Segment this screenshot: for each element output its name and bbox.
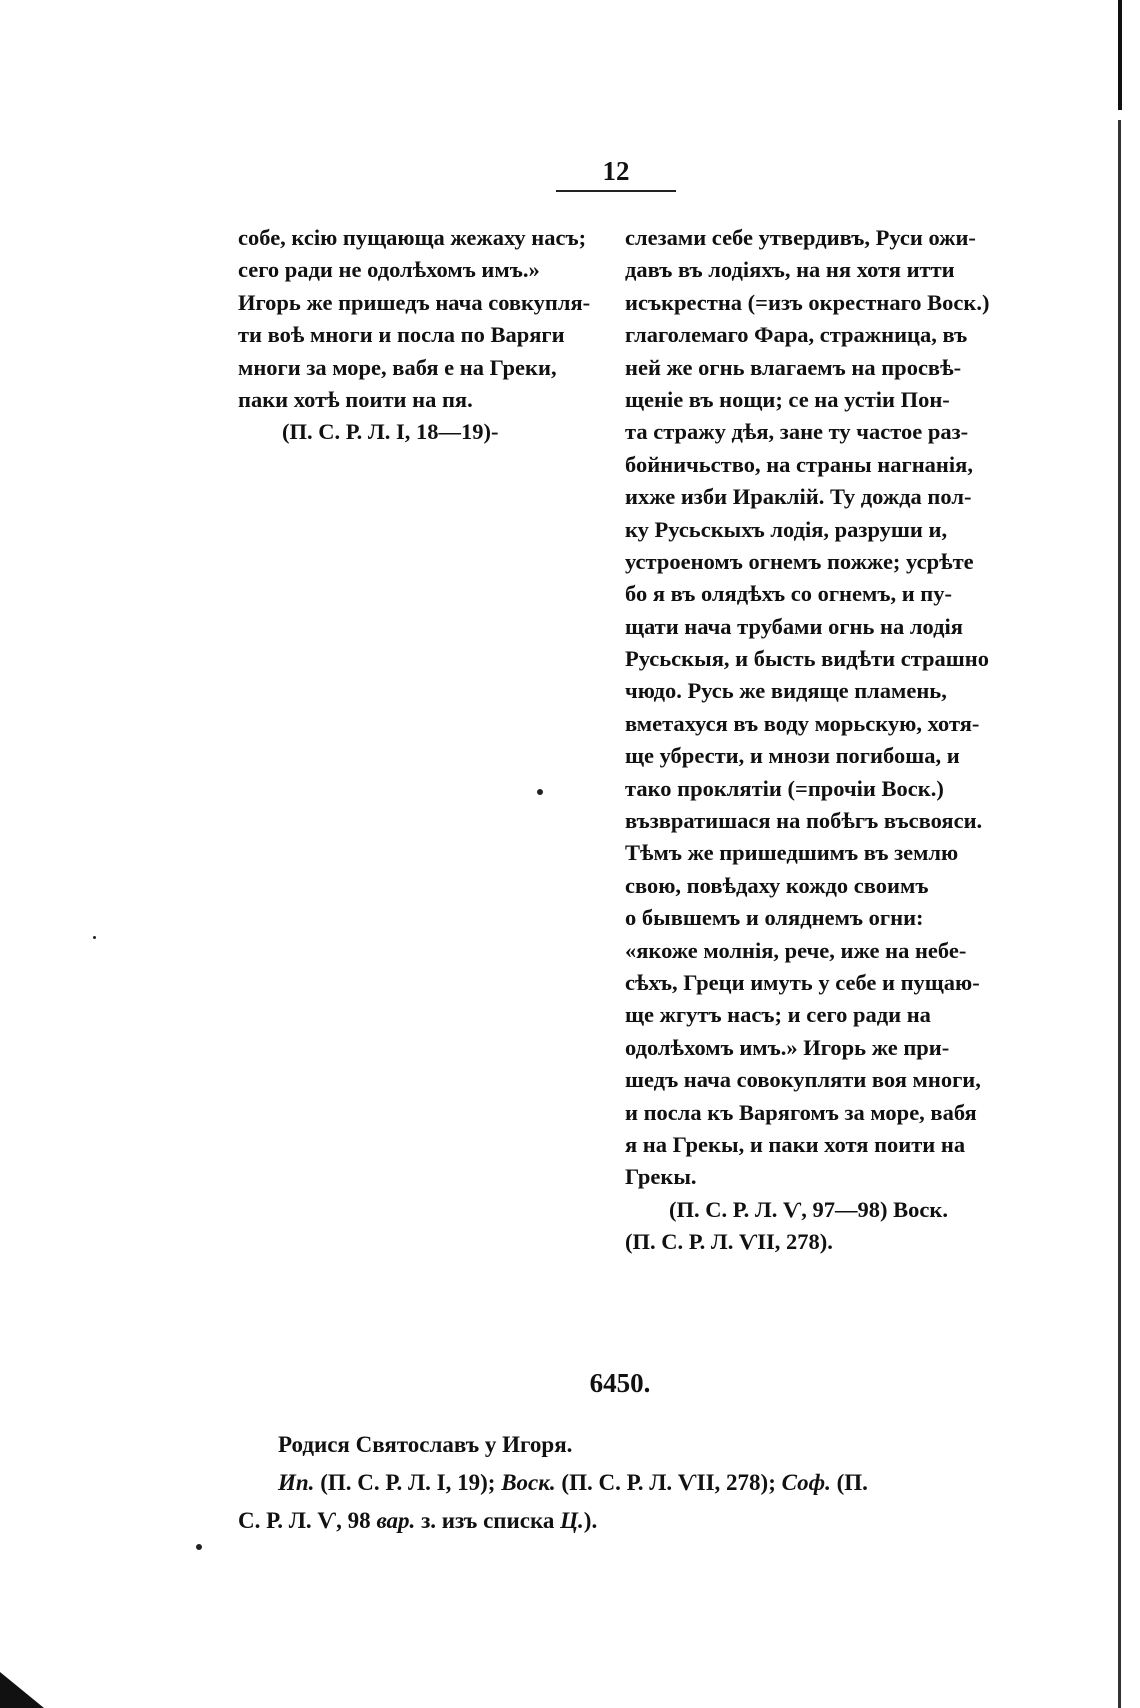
text-line: сѣхъ, Греци имуть у себе и пущаю- (625, 969, 980, 995)
text-line: слезами себе утвердивъ, Руси ожи- (625, 225, 976, 250)
page-number: 12 (602, 156, 630, 186)
text-line: вметахуся въ воду морьскую, хотя- (625, 710, 980, 736)
text-line: устроеномъ огнемъ пожже; усрѣте (625, 548, 974, 574)
text-line: сего ради не одолѣхомъ имъ.» (238, 257, 540, 283)
source-ref: (П. С. Р. Л. I, 19); (314, 1470, 502, 1495)
text-line: ще убрести, и мнози погибоша, и (625, 743, 960, 769)
text-line: о бывшемъ и оляднемъ огни: (625, 905, 924, 931)
text-line: паки хотѣ поити на пя. (238, 386, 473, 412)
text-line: Тѣмъ же пришедшимъ въ землю (625, 840, 959, 866)
text-line: ихже изби Ираклій. Ту дожда пол- (625, 484, 972, 510)
text-line: бойничьство, на страны нагнанія, (625, 451, 973, 477)
text-line: я на Грекы, и паки хотя поити на (625, 1131, 966, 1157)
text-line: ти воѣ многи и посла по Варяги (238, 322, 565, 348)
source-abbrev: Воск. (501, 1470, 556, 1495)
source-ref: (П. (830, 1470, 868, 1495)
text-line: тако проклятіи (=прочіи Воск.) (625, 775, 944, 801)
speck-mark (196, 1544, 202, 1550)
text-line: и посла къ Варягомъ за море, вабя (625, 1099, 977, 1125)
page-number-rule (556, 190, 676, 192)
text-line: исъкрестна (=изъ окрестнаго Воск.) (625, 289, 990, 315)
text-line: чюдо. Русь же видяще пламень, (625, 678, 947, 704)
text-line: ней же огнь влагаемъ на просвѣ- (625, 354, 962, 380)
sources-line (238, 1470, 1038, 1496)
speck-mark (537, 789, 543, 795)
text-line: ще жгутъ насъ; и сего ради на (625, 1002, 931, 1028)
source-ref: ). (583, 1508, 598, 1533)
year-heading: 6450. (589, 1368, 651, 1398)
corner-mark (0, 1672, 44, 1708)
text-line: многи за море, вабя е на Греки, (238, 354, 557, 380)
text-line: одолѣхомъ имъ.» Игорь же при- (625, 1034, 950, 1060)
text-line: собе, ксію пущающа жежаху насъ; (238, 225, 587, 250)
text-line: щеніе въ нощи; се на устіи Пон- (625, 386, 950, 412)
variant-abbrev: вар. (376, 1508, 416, 1533)
right-citation: (П. С. Р. Л. ѴII, 278). (625, 1229, 833, 1255)
source-ref: С. Р. Л. Ѵ, 98 (238, 1508, 377, 1533)
sources-line (238, 1508, 998, 1534)
text-line: бо я въ олядѣхъ со огнемъ, и пу- (625, 581, 952, 607)
left-citation: (П. С. Р. Л. I, 18—19)- (282, 419, 499, 445)
right-citation: (П. С. Р. Л. Ѵ, 97—98) Воск. (669, 1196, 948, 1222)
left-column (238, 222, 600, 449)
source-abbrev: Ип. (278, 1470, 315, 1495)
text-line: «якоже молнія, рече, иже на небе- (625, 937, 967, 963)
text-line: Игорь же пришедъ нача совкупля- (238, 289, 591, 315)
source-ref: з. изъ списка (415, 1508, 561, 1533)
list-abbrev: Ц. (560, 1508, 584, 1533)
text-line: възвратишася на побѣгъ въсвояси. (625, 808, 983, 834)
text-line: Русьскыя, и бысть видѣти страшно (625, 646, 990, 672)
page-edge-line (1118, 0, 1122, 110)
text-line: ку Русьскыхъ лодія, разруши и, (625, 516, 948, 542)
text-line: та стражу дѣя, зане ту частое раз- (625, 419, 969, 445)
right-column (625, 222, 993, 1259)
text-line: Грекы. (625, 1164, 697, 1190)
page-edge-line (1118, 120, 1121, 1708)
text-line: давъ въ лодіяхъ, на ня хотя итти (625, 257, 955, 283)
entry-text: Родися Святославъ у Игоря. (278, 1432, 573, 1457)
text-line: щати нача трубами огнь на лодія (625, 613, 963, 639)
text-line: шедъ нача совокупляти воя многи, (625, 1067, 981, 1093)
source-abbrev: Соф. (781, 1470, 831, 1495)
speck-mark (93, 936, 96, 939)
text-line: свою, повѣдаху кождо своимъ (625, 872, 929, 898)
source-ref: (П. С. Р. Л. ѴII, 278); (555, 1470, 782, 1495)
text-line: глаголемаго Фара, стражница, въ (625, 322, 968, 348)
